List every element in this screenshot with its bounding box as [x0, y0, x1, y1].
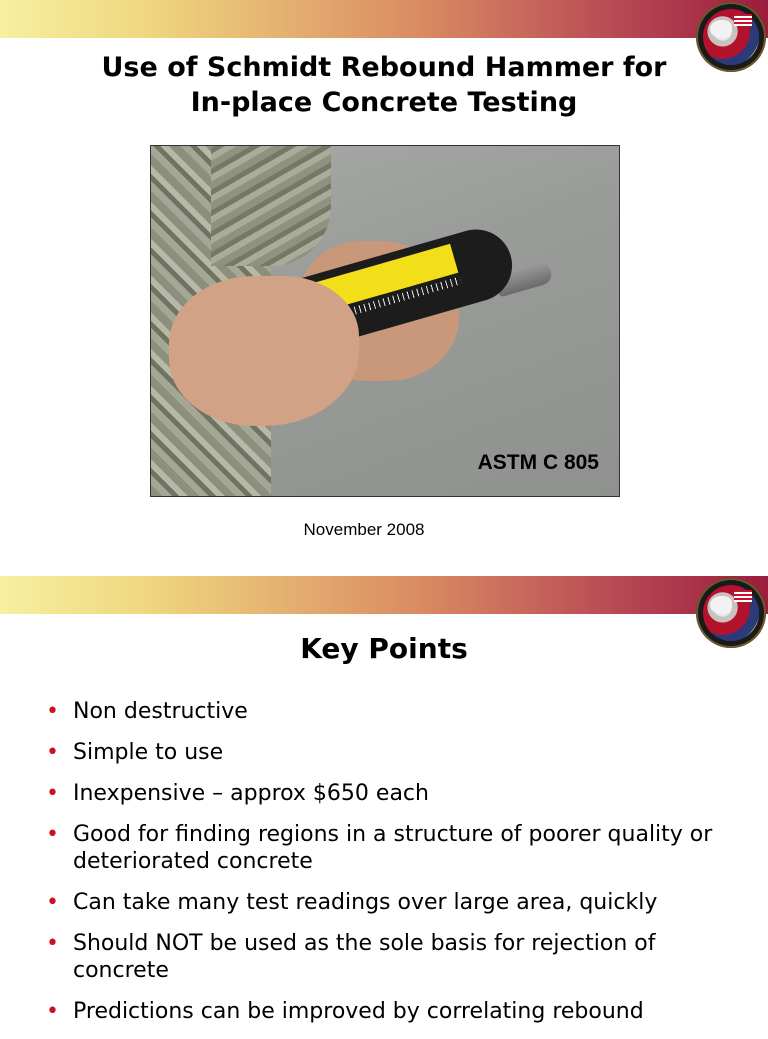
- front-hand: [169, 276, 359, 426]
- list-item: • Good for finding regions in a structure of poorer quality or deteriorated concrete: [40, 821, 740, 875]
- list-item: • Should NOT be used as the sole basis for rejection of concrete: [40, 930, 740, 984]
- slide-title-line2: In-place Concrete Testing: [190, 87, 578, 118]
- header-gradient-band: [0, 0, 768, 38]
- slide-title: [20, 50, 748, 120]
- list-item: • Non destructive: [40, 698, 740, 725]
- photo-caption: ASTM C 805: [477, 451, 599, 474]
- presentation-date: November 2008: [303, 520, 425, 539]
- uniform-shoulder: [211, 146, 331, 266]
- slide-divider: [0, 560, 768, 576]
- list-item: • Predictions can be improved by correlating rebound: [40, 998, 740, 1025]
- list-item: • Simple to use: [40, 739, 740, 766]
- key-points-title: Key Points: [300, 632, 468, 665]
- schmidt-hammer-photo: [150, 145, 620, 497]
- slide-title-line1: Use of Schmidt Rebound Hammer for: [101, 52, 667, 83]
- key-points-list: [40, 698, 740, 1039]
- list-item: • Inexpensive – approx $650 each: [40, 780, 740, 807]
- list-item: • Can take many test readings over large area, quickly: [40, 889, 740, 916]
- header-gradient-band-2: [0, 576, 768, 614]
